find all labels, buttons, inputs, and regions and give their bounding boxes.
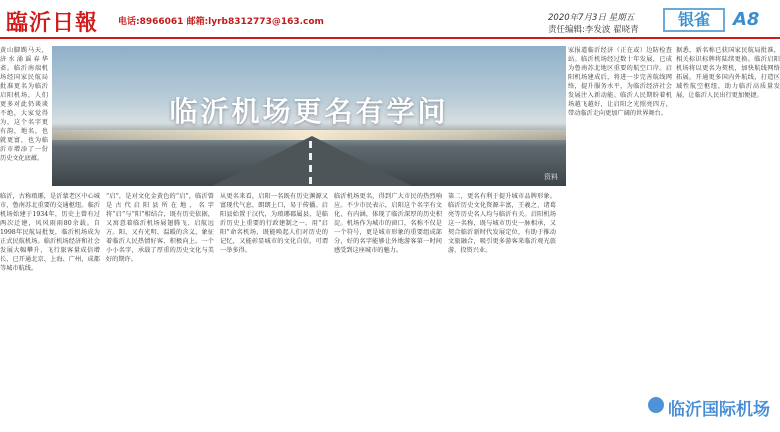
article-paragraph: 临沂，古称琅琊，是沂蒙老区中心城市，鲁南苏北重要的交通枢纽。临沂机场始建于1934年，历史上曾有过两次迁建，风风雨雨80余载。自1998年民航局批复，临沂机场成为正式民航机场。临沂机场经济和社会发展大幅攀升，飞行旅客量成倍增长，已开通北京、上海、广州、成都等城市航线。 (0, 193, 100, 272)
page-header (0, 0, 780, 38)
article-column-2 (106, 192, 214, 432)
watermark-text: 临沂国际机场 (668, 400, 770, 420)
hero-image (52, 46, 566, 186)
far-right-column-text (676, 46, 780, 346)
article-column-3 (220, 192, 328, 432)
photo-credit: 资料 (544, 173, 558, 181)
responsible-editors: 责任编辑:李发波 翟晓青 (548, 25, 639, 35)
article-headline: 临沂机场更名有学问 (169, 95, 449, 128)
watermark-logo-icon (648, 397, 664, 413)
article-column-4 (334, 192, 442, 432)
article-paragraph: 第二，更名有利于提升城市品牌形象。临沂历史文化资源丰富，王羲之、诸葛亮等历史名人均与临沂有关。启阳机场这一名称，既与城市历史一脉相承，又契合临沂新时代发展定位，有助于推动文旅融合，吸引更多游客来临沂观光旅游、投资兴业。 (448, 193, 556, 254)
article-paragraph: 据悉，新名称已获国家民航局批准，相关标识标牌将陆续更换。临沂启阳机场将以更名为契机，加快航线网络拓展，开通更多国内外航线，打造区域性航空枢纽，助力临沂高质量发展，让临沂人民出行更加便捷。 (676, 47, 780, 99)
article-paragraph: 从更名来看，启阳一名既有历史渊源又富现代气息，朗朗上口，易于传播。启阳县始置于汉代，为琅琊郡属县，是临沂历史上重要的行政建制之一。用“启阳”命名机场，既能唤起人们对历史的记忆，又能彰显城市的文化自信，可谓一举多得。 (220, 193, 328, 254)
header-rule (0, 37, 780, 39)
article-paragraph: “启”，是对文化金黄色的“启”，临沂曾是古代启阳县所在地，名字将“启”与“阳”相结合，既有历史依据，又寓意着临沂机场展翅腾飞、启航远方。阳，又有光明、温暖的含义，象征着临沂人民热情好客、积极向上。一个小小名字，承载了厚重的历史文化与美好的期许。 (106, 193, 214, 263)
left-column-text (0, 46, 48, 186)
section-label: 银雀 (677, 10, 710, 29)
publication-date: 2020年7月3日 星期五 (548, 13, 635, 23)
contact-info: 电话:8966061 邮箱:lyrb8312773@163.com (118, 17, 324, 27)
left-column-paragraph: 黄山脚踢马天，济水涌谣春华斋。临沂南端机场经国家民航局批准更名为临沂启阳机场，人们更多对此仍谈谈不绝，大家觉得为，这个名字更有韵，地名，也就更富，也为临沂市增添了一份历史文化底蕴。 (0, 47, 48, 162)
article-paragraph: 临沂机场更名，得到广大市民的热烈响应。不少市民表示，启阳这个名字有文化、有内涵，体现了临沂深厚的历史积淀。机场作为城市的窗口，名称不仅是一个符号，更是城市形象的重要组成部分，好的名字能够让外地游客第一时间感受到这座城市的魅力。 (334, 193, 442, 254)
page-number: A8 (733, 9, 760, 30)
article-column-1 (0, 192, 100, 432)
right-column-text (568, 46, 672, 432)
article-paragraph: 家报道临沂经济（正在或）边防检查站。临沂机场经过数十年发展，已成为鲁南苏北地区重要的航空口岸。启阳机场建成后，将进一步完善航线网络，提升服务水平，为临沂经济社会发展注入新动能。临沂人民期盼着机场越飞越好，让启阳之光照亮四方，带动临沂走向更加广阔的世界舞台。 (568, 47, 672, 117)
article-column-5 (448, 192, 556, 432)
newspaper-masthead: 臨沂日報 (6, 10, 99, 36)
runway-shape (212, 136, 412, 186)
runway-centerline (309, 141, 312, 186)
